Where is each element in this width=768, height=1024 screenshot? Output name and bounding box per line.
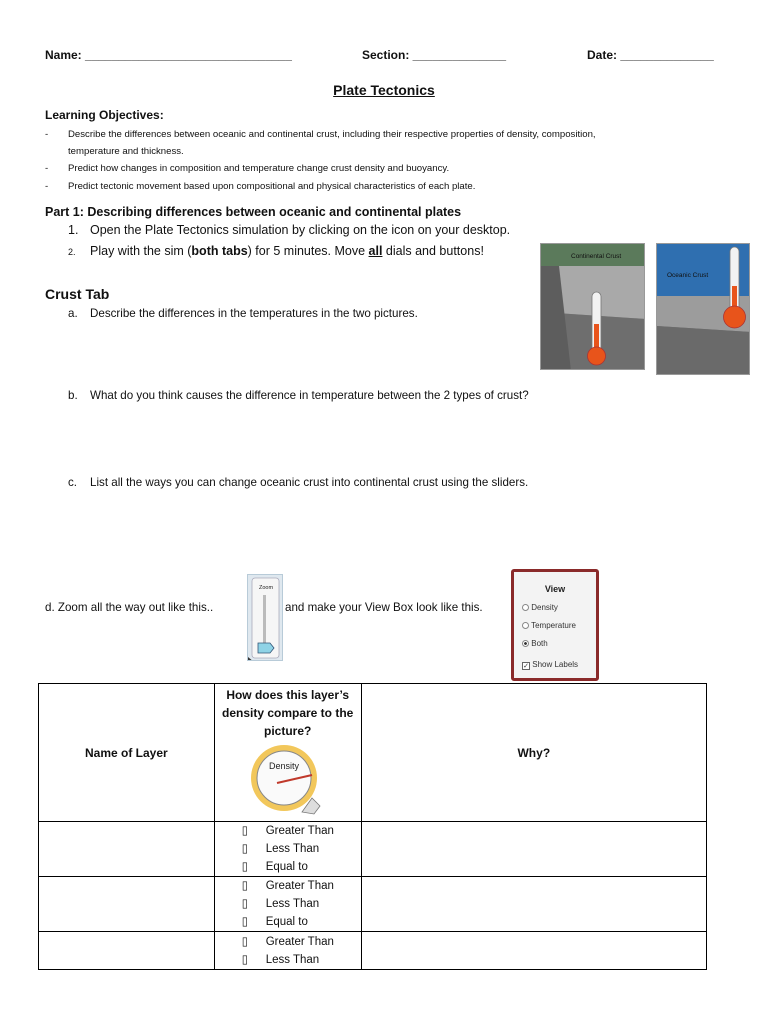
checkbox-icon[interactable]: ▯ [241, 898, 249, 910]
question-letter: c. [68, 476, 78, 489]
step-number: 2. [68, 247, 76, 257]
date-field-label: Date: ______________ [587, 48, 714, 62]
zoom-slider-image [247, 574, 283, 661]
question-text: List all the ways you can change oceanic crust into continental crust using the sliders. [90, 476, 529, 489]
crust-tab-heading: Crust Tab [45, 286, 110, 302]
layer-density-table [38, 683, 707, 970]
option-label: Greater Than [265, 825, 334, 837]
option-label: Equal to [265, 916, 308, 928]
checkbox-icon[interactable]: ▯ [241, 935, 249, 948]
checkbox-icon[interactable]: ▯ [241, 825, 249, 837]
option-label: Less Than [265, 953, 320, 966]
table-row [39, 877, 707, 932]
question-letter: a. [68, 307, 78, 320]
checkbox-checked-icon: ✓ [523, 663, 529, 670]
view-radio-temperature [522, 621, 576, 630]
radio-selected-icon [522, 640, 529, 647]
step-text-post: dials and buttons! [382, 244, 484, 258]
objective-text: Describe the differences between oceanic and continental crust, including their respective properties of density, composition, [68, 129, 596, 140]
col-header-layer: Name of Layer [39, 684, 215, 822]
question-text: Describe the differences in the temperatures in the two pictures. [90, 307, 418, 320]
oceanic-crust-image [656, 243, 750, 375]
view-box-title: View [544, 584, 566, 594]
radio-empty-icon [522, 622, 529, 629]
table-row [39, 932, 707, 970]
step-text: Open the Plate Tectonics simulation by clicking on the icon on your desktop. [90, 223, 511, 237]
table-header-row [39, 684, 707, 822]
step-number: 1. [68, 223, 79, 237]
continental-crust-image [540, 243, 645, 370]
checkbox-label: Show Labels [532, 660, 579, 669]
col-header-density [214, 684, 361, 822]
question-text: What do you think causes the difference in temperature between the 2 types of crust? [90, 389, 529, 402]
bullet: - [45, 181, 49, 192]
checkbox-icon[interactable]: ▯ [241, 861, 249, 873]
view-box-image [511, 569, 599, 681]
radio-label: Density [531, 603, 558, 612]
bullet: - [45, 129, 49, 140]
option-greater-than[interactable] [215, 822, 361, 840]
objectives-heading: Learning Objectives: [45, 108, 164, 122]
option-equal-to[interactable] [215, 913, 361, 931]
checkbox-icon[interactable]: ▯ [241, 953, 249, 966]
name-field-label: Name: _______________________________ [45, 48, 292, 62]
objective-text: Predict how changes in composition and temperature change crust density and buoyancy. [68, 163, 450, 174]
density-options-cell [214, 822, 361, 877]
layer-name-cell[interactable] [39, 822, 215, 877]
density-gauge-label: Density [268, 761, 299, 771]
option-greater-than[interactable] [215, 877, 361, 895]
radio-empty-icon [522, 604, 529, 611]
question-letter: b. [68, 389, 78, 402]
option-equal-to[interactable] [215, 858, 361, 876]
part1-heading: Part 1: Describing differences between oceanic and continental plates [45, 205, 462, 219]
col-header-density-text: How does this layer’s density compare to the picture? [221, 688, 354, 738]
bullet: - [45, 163, 49, 174]
why-cell[interactable] [361, 822, 706, 877]
density-options-cell [214, 932, 361, 970]
step-text-pre: Play with the sim ( [90, 244, 192, 258]
option-label: Greater Than [265, 880, 334, 892]
question-d-part2: and make your View Box look like this. [285, 601, 483, 614]
radio-label: Both [531, 639, 548, 648]
page-title: Plate Tectonics [333, 82, 435, 98]
option-less-than[interactable] [215, 895, 361, 913]
oceanic-label: Oceanic Crust [667, 272, 709, 279]
option-less-than[interactable] [215, 951, 361, 969]
checkbox-icon[interactable]: ▯ [241, 843, 249, 855]
option-less-than[interactable] [215, 840, 361, 858]
step-text-mid: ) for 5 minutes. Move [247, 244, 369, 258]
density-gauge-image [250, 742, 326, 816]
checkbox-icon[interactable]: ▯ [241, 880, 249, 892]
objective-text: temperature and thickness. [68, 146, 184, 157]
view-radio-density [522, 603, 558, 612]
objective-text: Predict tectonic movement based upon compositional and physical characteristics of each plate. [68, 181, 476, 192]
density-options-cell [214, 877, 361, 932]
step-text-bold: both tabs [191, 244, 248, 258]
option-label: Less Than [265, 843, 320, 855]
zoom-label: Zoom [259, 585, 274, 591]
col-header-why: Why? [361, 684, 706, 822]
why-cell[interactable] [361, 932, 706, 970]
why-cell[interactable] [361, 877, 706, 932]
continental-label: Continental Crust [571, 253, 622, 260]
option-label: Less Than [265, 898, 320, 910]
section-field-label: Section: ______________ [362, 48, 507, 62]
question-d-part1: d. Zoom all the way out like this.. [45, 601, 214, 614]
checkbox-icon[interactable]: ▯ [241, 916, 249, 928]
table-row [39, 822, 707, 877]
option-label: Equal to [265, 861, 308, 873]
option-greater-than[interactable] [215, 933, 361, 951]
view-show-labels [522, 660, 578, 670]
layer-name-cell[interactable] [39, 877, 215, 932]
view-radio-both [522, 639, 548, 648]
step-text-underline: all [368, 244, 383, 258]
option-label: Greater Than [265, 935, 334, 948]
radio-label: Temperature [531, 621, 576, 630]
layer-name-cell[interactable] [39, 932, 215, 970]
